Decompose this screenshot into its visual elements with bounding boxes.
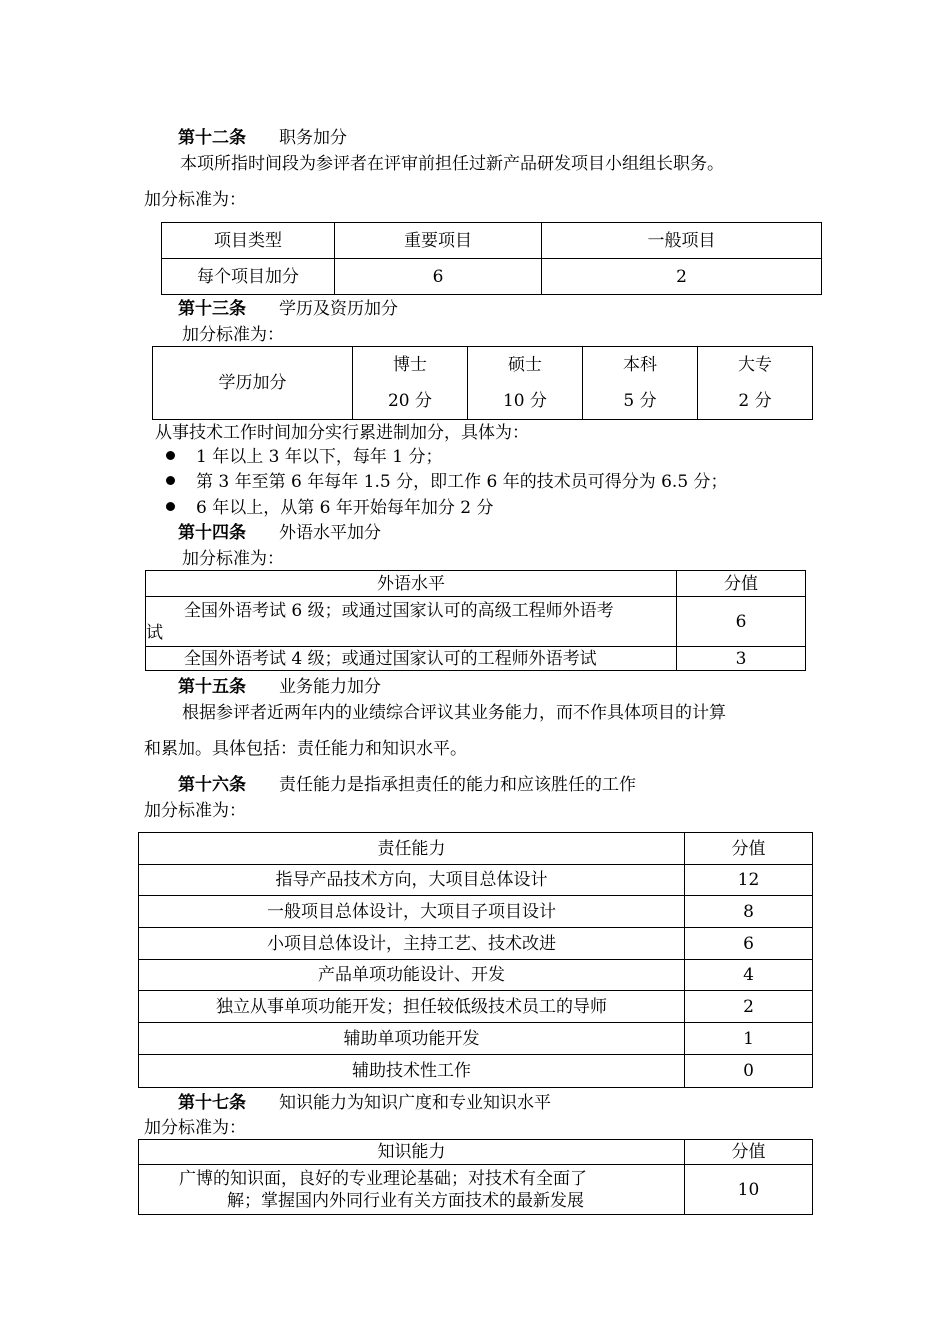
s17-header-score: 分值: [685, 1140, 813, 1165]
s14-row-line: 试: [146, 622, 163, 643]
s16-row-desc: 辅助技术性工作: [139, 1055, 685, 1088]
s12-label: 第十二条: [178, 128, 246, 148]
s16-row-desc: 指导产品技术方向，大项目总体设计: [139, 865, 685, 896]
s16-row-desc: 小项目总体设计，主持工艺、技术改进: [139, 928, 685, 960]
s13-degree-cell: [698, 347, 813, 420]
s16-standard: 加分标准为：: [144, 801, 246, 821]
s14-row-desc: 全国外语考试 4 级；或通过国家认可的工程师外语考试: [146, 647, 677, 671]
s13-standard: 加分标准为：: [182, 325, 284, 345]
s14-row-score: 6: [677, 597, 806, 647]
s13-bullet-item: 1 年以上 3 年以下，每年 1 分；: [196, 447, 443, 467]
s17-row-score: 10: [685, 1165, 813, 1215]
s13-degree-cell: [583, 347, 698, 420]
s13-degree-score: 20 分: [387, 391, 433, 411]
s17-row-desc: [139, 1165, 685, 1215]
bullet-dot-icon: [166, 476, 175, 485]
s13-degree-name: 大专: [738, 355, 772, 375]
s14-row-desc: [146, 597, 677, 647]
s16-row-desc: 产品单项功能设计、开发: [139, 960, 685, 991]
s13-label: 第十三条: [178, 299, 246, 319]
s13-degree-score: 2 分: [738, 391, 772, 411]
s17-label: 第十七条: [178, 1093, 246, 1113]
s15-label: 第十五条: [178, 677, 246, 697]
s13-degree-name: 本科: [623, 355, 657, 375]
s16-row-desc: 一般项目总体设计，大项目子项目设计: [139, 896, 685, 928]
s14-row-line: 全国外语考试 6 级；或通过国家认可的高级工程师外语考: [184, 600, 614, 621]
s13-rowlabel: 学历加分: [153, 347, 353, 420]
s15-line: 和累加。具体包括：责任能力和知识水平。: [144, 739, 467, 759]
s17-title: 知识能力为知识广度和专业知识水平: [279, 1093, 551, 1113]
s13-title: 学历及资历加分: [279, 299, 398, 319]
s14-row-score: 3: [677, 647, 806, 671]
s16-row-score: 1: [685, 1023, 813, 1055]
s14-label: 第十四条: [178, 523, 246, 543]
s17-header-knowledge: 知识能力: [139, 1140, 685, 1165]
s16-row-score: 12: [685, 865, 813, 896]
s16-row-score: 8: [685, 896, 813, 928]
s13-bullet-item: 第 3 年至第 6 年每年 1.5 分，即工作 6 年的技术员可得分为 6.5 分；: [196, 472, 728, 492]
s13-degree-score: 10 分: [502, 391, 548, 411]
s14-title: 外语水平加分: [279, 523, 381, 543]
s12-header-type: 项目类型: [162, 223, 335, 259]
bullet-dot-icon: [166, 502, 175, 511]
s16-row-score: 6: [685, 928, 813, 960]
s12-row-important: 6: [335, 259, 542, 295]
s13-degree-cell: [353, 347, 468, 420]
s13-degree-name: 硕士: [508, 355, 542, 375]
s14-table: [145, 570, 806, 671]
s12-header-important: 重要项目: [335, 223, 542, 259]
s14-header-level: 外语水平: [146, 571, 677, 597]
s15-title: 业务能力加分: [279, 677, 381, 697]
s12-row-label: 每个项目加分: [162, 259, 335, 295]
s16-row-score: 4: [685, 960, 813, 991]
s16-title: 责任能力是指承担责任的能力和应该胜任的工作: [279, 775, 636, 795]
s16-label: 第十六条: [178, 775, 246, 795]
s12-intro: 本项所指时间段为参评者在评审前担任过新产品研发项目小组组长职务。: [180, 154, 724, 174]
s12-standard: 加分标准为：: [144, 190, 246, 210]
s16-row-score: 2: [685, 991, 813, 1023]
s12-title: 职务加分: [279, 128, 347, 148]
s17-standard: 加分标准为：: [144, 1118, 246, 1138]
bullet-dot-icon: [166, 451, 175, 460]
s17-table: [138, 1139, 813, 1215]
s17-row-line: 解；掌握国内外同行业有关方面技术的最新发展: [227, 1190, 584, 1211]
s16-header-score: 分值: [685, 833, 813, 865]
s13-tech-intro: 从事技术工作时间加分实行累进制加分，具体为：: [155, 423, 529, 443]
s13-table: [152, 346, 813, 420]
s12-table: [161, 222, 822, 295]
s12-row-general: 2: [542, 259, 822, 295]
s16-row-score: 0: [685, 1055, 813, 1088]
s15-line: 根据参评者近两年内的业绩综合评议其业务能力，而不作具体项目的计算: [182, 703, 726, 723]
s12-header-general: 一般项目: [542, 223, 822, 259]
s16-table: [138, 832, 813, 1088]
s17-row-line: 广博的知识面，良好的专业理论基础；对技术有全面了: [179, 1168, 587, 1189]
s16-header-ability: 责任能力: [139, 833, 685, 865]
s13-degree-score: 5 分: [623, 391, 657, 411]
s14-header-score: 分值: [677, 571, 806, 597]
s16-row-desc: 独立从事单项功能开发；担任较低级技术员工的导师: [139, 991, 685, 1023]
s13-degree-cell: [468, 347, 583, 420]
s13-degree-name: 博士: [393, 355, 427, 375]
s14-standard: 加分标准为：: [182, 549, 284, 569]
s16-row-desc: 辅助单项功能开发: [139, 1023, 685, 1055]
s13-bullet-item: 6 年以上，从第 6 年开始每年加分 2 分: [196, 498, 494, 518]
